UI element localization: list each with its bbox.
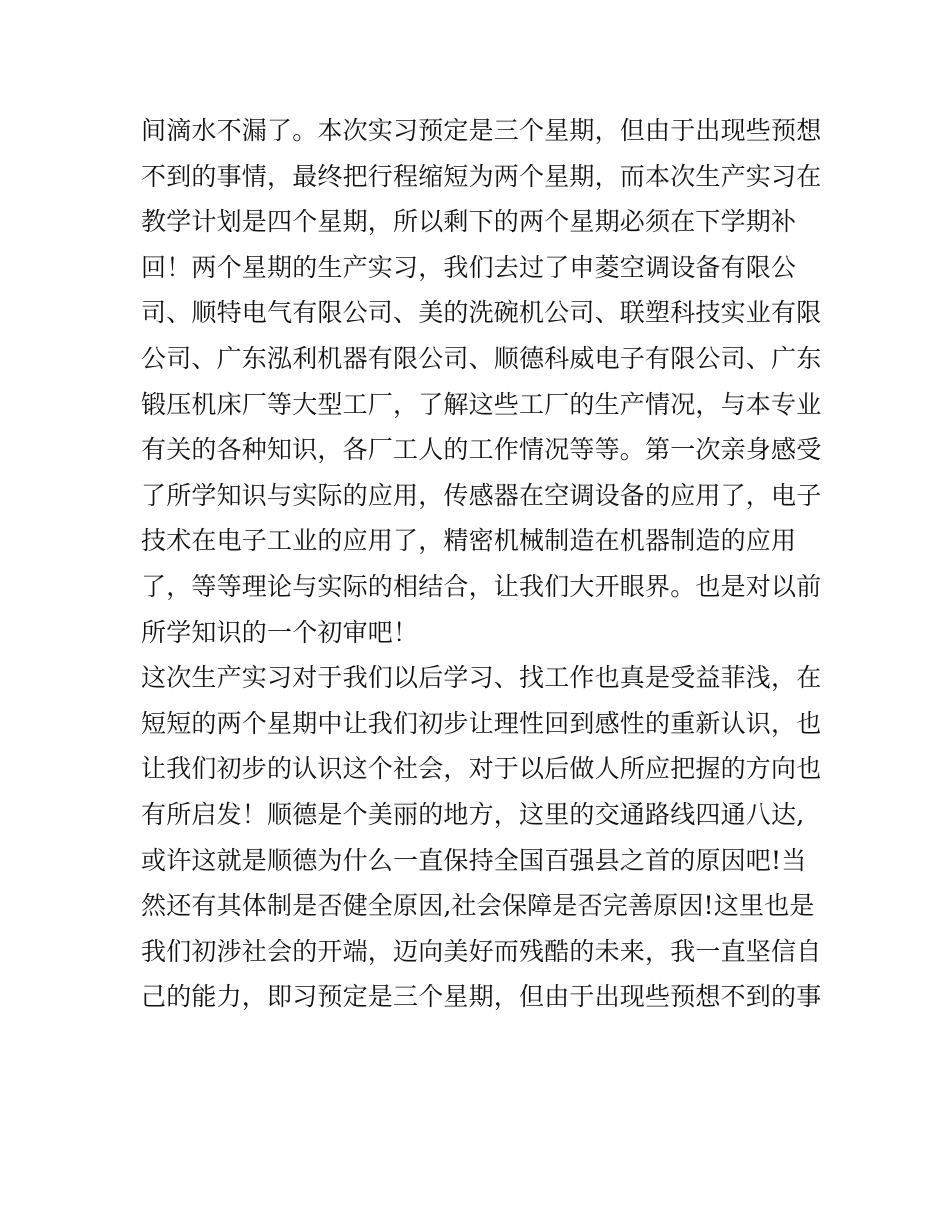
text-line: 己的能力，即习预定是三个星期，但由于出现些预想不到的事	[141, 982, 822, 1012]
text-line: 有关的各种知识，各厂工人的工作情况等等。第一次亲身感受	[141, 435, 822, 465]
text-line: 间滴水不漏了。本次实习预定是三个星期，但由于出现些预想	[141, 116, 822, 145]
document-body	[141, 108, 821, 1020]
text-line: 了，等等理论与实际的相结合，让我们大开眼界。也是对以前	[141, 571, 822, 601]
text-line: 让我们初步的认识这个社会，对于以后做人所应把握的方向也	[141, 754, 822, 784]
text-line: 我们初涉社会的开端，迈向美好而残酷的未来，我一直坚信自	[141, 936, 822, 966]
text-line: 司、顺特电气有限公司、美的洗碗机公司、联塑科技实业有限	[141, 298, 822, 328]
text-line: 这次生产实习对于我们以后学习、找工作也真是受益菲浅，在	[141, 663, 822, 693]
text-line: 然还有其体制是否健全原因,社会保障是否完善原因!这里也是	[141, 891, 815, 921]
text-line: 短短的两个星期中让我们初步让理性回到感性的重新认识，也	[141, 708, 822, 738]
text-line: 了所学知识与实际的应用，传感器在空调设备的应用了，电子	[141, 480, 822, 510]
text-line: 技术在电子工业的应用了，精密机械制造在机器制造的应用	[141, 526, 797, 556]
text-line: 公司、广东泓利机器有限公司、顺德科威电子有限公司、广东	[141, 343, 822, 373]
text-line: 不到的事情，最终把行程缩短为两个星期，而本次生产实习在	[141, 161, 822, 191]
text-line: 锻压机床厂等大型工厂，了解这些工厂的生产情况，与本专业	[141, 389, 822, 419]
text-line: 所学知识的一个初审吧！	[141, 617, 419, 647]
text-line: 回！两个星期的生产实习，我们去过了申菱空调设备有限公	[141, 252, 797, 282]
text-line: 教学计划是四个星期，所以剩下的两个星期必须在下学期补	[141, 207, 797, 237]
text-line: 或许这就是顺德为什么一直保持全国百强县之首的原因吧!当	[141, 845, 807, 875]
text-line: 有所启发！顺德是个美丽的地方，这里的交通路线四通八达,	[141, 799, 805, 829]
